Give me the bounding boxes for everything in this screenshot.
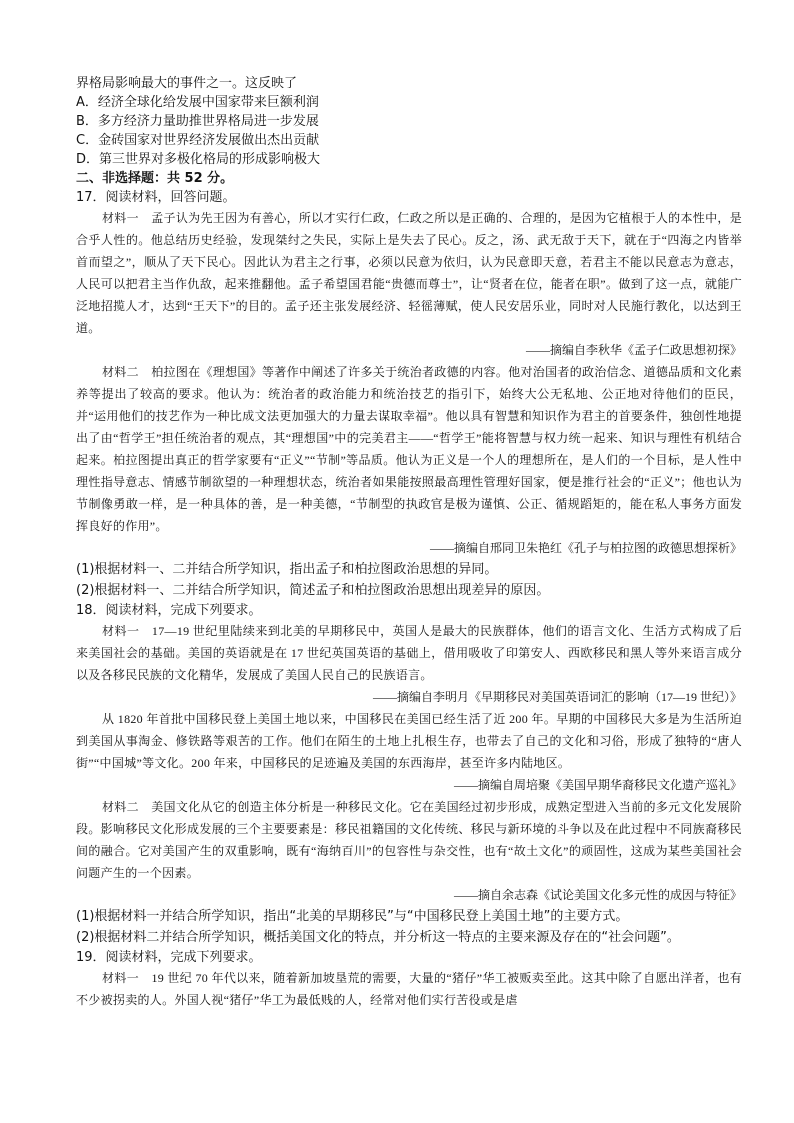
q18-subquestion-2: (2)根据材料二并结合所学知识，概括美国文化的特点，并分析这一特点的主要来源及存在的“社会问题”。 — [76, 930, 680, 945]
q16-options — [76, 93, 742, 169]
q16-option-a[interactable]: A．经济全球化给发展中国家带来巨额利润 — [76, 95, 319, 110]
q18-title: 18．阅读材料，完成下列要求。 — [76, 603, 262, 618]
q16-option-d[interactable]: D．第三世界对多极化格局的形成影响极大 — [76, 152, 321, 167]
q17-subquestion-2: (2)根据材料一、二并结合所学知识，简述孟子和柏拉图政治思想出现差异的原因。 — [76, 583, 550, 598]
q17-material-2: 材料二 柏拉图在《理想国》等著作中阐述了许多关于统治者政德的内容。他对治国者的政治信念、道德品质和文化素养等提出了较高的要求。他认为：统治者的政治能力和统治技艺的指引下，始终大公无私地、公正地对待他们的臣民，并“运用他们的技艺作为一种比成文法更加强大的力量去谋取幸福”。他以具有智慧和知识作为君主的首要条件，独创性地提出了由“哲学王”担任统治者的观点，其“理想国”中的完美君主——“哲学王”能将智慧与权力统一起来、知识与理性有机结合起来。柏拉图提出真正的哲学家要有“正义”“节制”等品质。他认为正义是一个人的理想所在，是人们的一个目标，是人性中理性指导意志、情感节制欲望的一种理想状态，统治者如果能按照最高理性管理好国家，便是推行社会的“正义”；他也认为节制像勇敢一样，是一种具体的善，是一种美德，“节制型的执政官是极为谨慎、公正、循规蹈矩的，能在私人事务方面发挥良好的作用”。 — [76, 365, 742, 533]
q19-title: 19．阅读材料，完成下列要求。 — [76, 950, 262, 965]
q17-material-1: 材料一 孟子认为先王因为有善心，所以才实行仁政，仁政之所以是正确的、合理的，是因为它植根于人的本性中，是合乎人性的。他总结历史经验，发现桀纣之失民，实际上是失去了民心。反之，汤、武无敌于天下，就在于“四海之内皆举首而望之”，顺从了天下民心。因此认为君主之行事，必须以民意为依归，认为民意即天意，若君主不能以民意志为意志，人民可以把君主当作仇敌，起来推翻他。孟子希望国君能“贵德而尊士”，让“贤者在位，能者在职”。做到了这一点，就能广泛地招揽人才，达到“王天下”的目的。孟子还主张发展经济、轻徭薄赋，使人民安居乐业，同时对人民施行教化，以达到王道。 — [76, 211, 742, 335]
q16-option-c[interactable]: C．金砖国家对世界经济发展做出杰出贡献 — [76, 133, 320, 148]
q18-material-1: 材料一 17—19 世纪里陆续来到北美的早期移民中，英国人是最大的民族群体，他们的语言文化、生活方式构成了后来美国社会的基础。美国的英语就是在 17 世纪英国英语的基础上，借用吸收了印第安人、西欧移民和黑人等外来语言成分以及各移民民族的文化精华，发展成了美国人民自己的民族语言。 — [76, 624, 742, 682]
section-heading: 二、非选择题：共 52 分。 — [76, 171, 234, 186]
q17-subquestion-1: (1)根据材料一、二并结合所学知识，指出孟子和柏拉图政治思想的异同。 — [76, 562, 498, 577]
q18-source-1: ——摘编自李明月《早期移民对美国英语词汇的影响（17—19 世纪）》 — [372, 690, 742, 704]
q17-source-1: ——摘编自李秋华《孟子仁政思想初探》 — [525, 343, 742, 357]
q18-material-2: 材料二 美国文化从它的创造主体分析是一种移民文化。它在美国经过初步形成，成熟定型进入当前的多元文化发展阶段。影响移民文化形成发展的三个主要要素是：移民祖籍国的文化传统、移民与新环境的斗争以及在此过程中不同族裔移民间的融合。它对美国产生的双重影响，既有“海纳百川”的包容性与杂交性，也有“故土文化”的顽固性，这成为某些美国社会问题产生的一个因素。 — [76, 800, 742, 880]
q18-subquestion-1: (1)根据材料一并结合所学知识，指出“北美的早期移民”与“中国移民登上美国土地”的主要方式。 — [76, 909, 629, 924]
q18-source-2: ——摘自余志森《试论美国文化多元性的成因与特征》 — [453, 888, 742, 902]
q19-material-1: 材料一 19 世纪 70 年代以来，随着新加坡垦荒的需要，大量的“猪仔”华工被贩卖至此。这其中除了自愿出洋者，也有不少被拐卖的人。外国人视“猪仔”华工为最低贱的人，经常对他们实行苦役或是虐 — [76, 971, 742, 1007]
q16-option-b[interactable]: B．多方经济力量助推世界格局进一步发展 — [76, 114, 319, 129]
q18-material-1b: 从 1820 年首批中国移民登上美国土地以来，中国移民在美国已经生活了近 200 年。早期的中国移民大多是为生活所迫到美国从事淘金、修铁路等艰苦的工作。他们在陌生的土地上扎根生存，也带去了自己的文化和习俗，形成了独特的“唐人街”“中国城”等文化。200 年来，中国移民的足迹遍及美国的东西海岸，甚至许多内陆地区。 — [76, 712, 742, 770]
q17-title: 17．阅读材料，回答问题。 — [76, 190, 236, 205]
q17-source-2: ——摘编自邢同卫朱艳红《孔子与柏拉图的政德思想探析》 — [429, 541, 742, 555]
q18-source-1b: ——摘编自周培聚《美国早期华裔移民文化遗产巡礼》 — [453, 778, 742, 792]
q16-stem-tail: 界格局影响最大的事件之一。这反映了 — [76, 76, 298, 91]
